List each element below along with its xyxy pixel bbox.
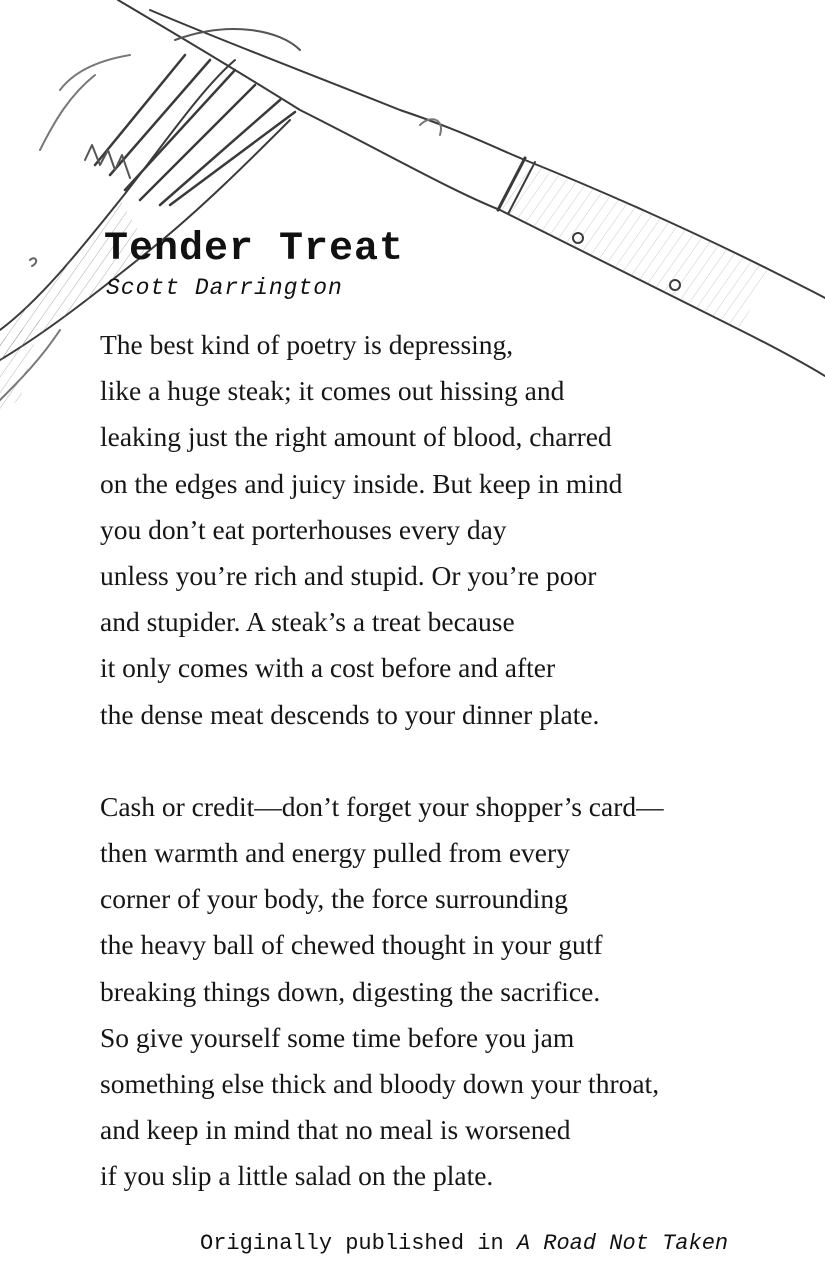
poem-line: and stupider. A steak’s a treat because	[100, 606, 515, 638]
stanza-1	[100, 322, 800, 738]
publication-name: A Road Not Taken	[516, 1231, 729, 1256]
poem-line: something else thick and bloody down your throat,	[100, 1068, 660, 1100]
poem-line: and keep in mind that no meal is worsened	[100, 1114, 571, 1146]
poem-line: the heavy ball of chewed thought in your gutf	[100, 929, 603, 961]
poem-line: Cash or credit—don’t forget your shopper’s card—	[100, 790, 664, 822]
poem-line: leaking just the right amount of blood, charred	[100, 421, 612, 453]
poem-line: breaking things down, digesting the sacrifice.	[100, 975, 601, 1007]
poem-author: Scott Darrington	[106, 275, 343, 301]
poem-line: then warmth and energy pulled from every	[100, 837, 570, 869]
poem-body	[100, 322, 800, 1246]
poem-title: Tender Treat	[104, 227, 405, 272]
poem-line: unless you’re rich and stupid. Or you’re poor	[100, 560, 597, 592]
poem-line: on the edges and juicy inside. But keep in mind	[100, 467, 623, 499]
poem-line: like a huge steak; it comes out hissing and	[100, 375, 565, 407]
poem-line: The best kind of poetry is depressing,	[100, 329, 514, 360]
stanza-2	[100, 784, 800, 1200]
publication-credit	[200, 1230, 820, 1258]
credit-prefix: Originally published in	[200, 1231, 517, 1256]
poem-line: if you slip a little salad on the plate.	[100, 1160, 494, 1192]
poem-line: it only comes with a cost before and after	[100, 652, 556, 684]
poem-line: you don’t eat porterhouses every day	[100, 513, 507, 545]
poem-line: corner of your body, the force surrounding	[100, 883, 568, 915]
poem-line: the dense meat descends to your dinner plate.	[100, 698, 600, 730]
poem-line: So give yourself some time before you jam	[100, 1021, 575, 1053]
